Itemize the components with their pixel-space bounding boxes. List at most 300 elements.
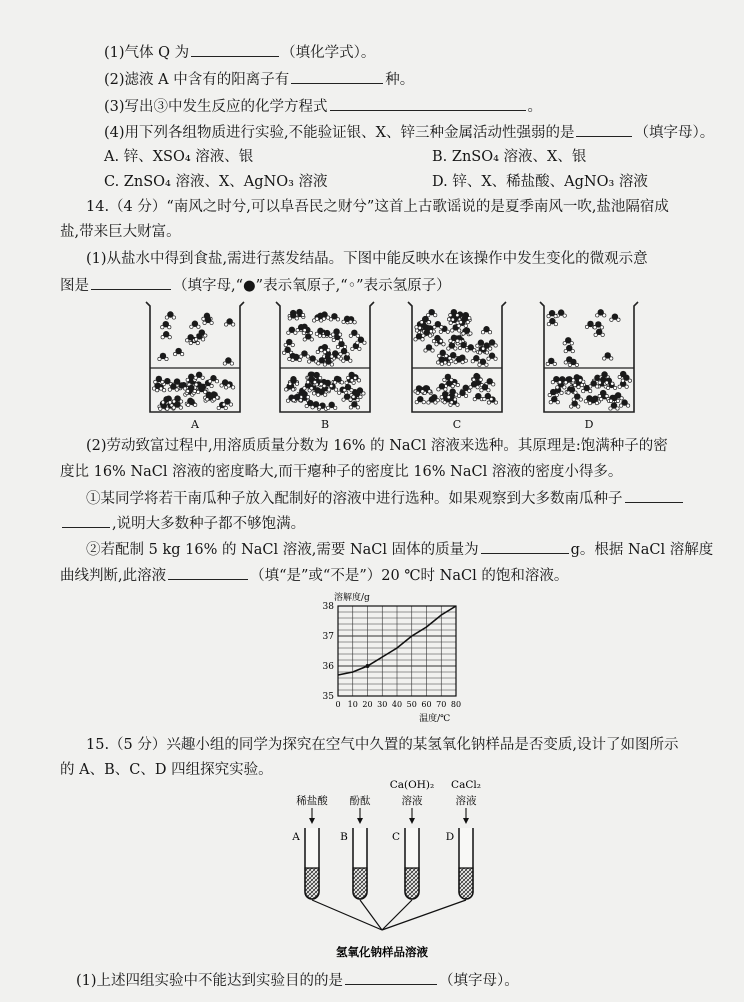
q14-sub2-item1-line2: ,说明大多数种子都不够饱满。 bbox=[60, 513, 305, 534]
hydrogen-atom bbox=[621, 379, 624, 382]
hydrogen-atom bbox=[340, 381, 343, 384]
water-molecule bbox=[609, 402, 619, 410]
hydrogen-atom bbox=[454, 347, 457, 350]
hydrogen-atom bbox=[440, 325, 443, 328]
water-molecule bbox=[339, 348, 349, 356]
hydrogen-atom bbox=[428, 390, 431, 393]
water-molecule bbox=[415, 396, 425, 404]
hydrogen-atom bbox=[628, 379, 631, 382]
beaker-b bbox=[276, 302, 374, 431]
hydrogen-atom bbox=[161, 380, 164, 383]
hydrogen-atom bbox=[356, 341, 359, 344]
hydrogen-atom bbox=[154, 380, 157, 383]
water-molecule bbox=[569, 400, 579, 408]
hydrogen-atom bbox=[231, 323, 234, 326]
hydrogen-atom bbox=[161, 325, 164, 328]
hydrogen-atom bbox=[447, 362, 450, 365]
water-molecule bbox=[165, 311, 175, 319]
reagent-name: CaCl₂ bbox=[451, 779, 481, 791]
nacl-solubility-chart bbox=[296, 584, 486, 724]
hydrogen-atom bbox=[440, 395, 443, 398]
beaker-label: C bbox=[452, 418, 462, 431]
hydrogen-atom bbox=[478, 363, 481, 366]
hydrogen-atom bbox=[421, 338, 424, 341]
water-molecule bbox=[224, 318, 234, 326]
data-point-20c bbox=[366, 664, 370, 668]
hydrogen-atom bbox=[449, 313, 452, 316]
hydrogen-atom bbox=[567, 391, 570, 394]
answer-blank[interactable] bbox=[625, 488, 683, 503]
hydrogen-atom bbox=[284, 343, 287, 346]
hydrogen-atom bbox=[180, 352, 183, 355]
hydrogen-atom bbox=[197, 325, 200, 328]
option-a: A. 锌、XSO₄ 溶液、银 bbox=[104, 149, 254, 165]
answer-blank[interactable] bbox=[481, 539, 569, 554]
hydrogen-atom bbox=[227, 384, 230, 387]
hydrogen-atom bbox=[168, 336, 171, 339]
hydrogen-atom bbox=[317, 362, 320, 365]
hydrogen-atom bbox=[490, 397, 493, 400]
water-molecule bbox=[473, 393, 483, 401]
water-molecule bbox=[563, 337, 573, 345]
hydrogen-atom bbox=[193, 403, 196, 406]
hydrogen-atom bbox=[556, 386, 559, 389]
hydrogen-atom bbox=[466, 320, 469, 323]
q13-part4: (4)用下列各组物质进行实验,不能验证银、X、锌三种金属活动性强弱的是 （填字母）。 bbox=[104, 122, 714, 143]
hydrogen-atom bbox=[427, 401, 430, 404]
hydrogen-atom bbox=[439, 330, 442, 333]
hydrogen-atom bbox=[564, 349, 567, 352]
hydrogen-atom bbox=[446, 330, 449, 333]
hydrogen-atom bbox=[453, 398, 456, 401]
hydrogen-atom bbox=[487, 401, 490, 404]
hydrogen-atom bbox=[563, 342, 566, 345]
x-tick-label: 70 bbox=[436, 700, 447, 709]
hydrogen-atom bbox=[476, 344, 479, 347]
hydrogen-atom bbox=[478, 351, 481, 354]
hydrogen-atom bbox=[459, 320, 462, 323]
hydrogen-atom bbox=[306, 355, 309, 358]
q14-sub2-item2-line2: 曲线判断,此溶液 （填“是”或“不是”）20 ℃时 NaCl 的饱和溶液。 bbox=[60, 565, 568, 586]
q14-sub1-line1: (1)从盐水中得到食盐,需进行蒸发结晶。下图中能反映水在该操作中发生变化的微观示意 bbox=[86, 251, 648, 267]
hydrogen-atom bbox=[296, 329, 299, 332]
reagent-name: Ca(OH)₂ bbox=[389, 779, 435, 791]
hydrogen-atom bbox=[418, 326, 421, 329]
hydrogen-atom bbox=[303, 338, 306, 341]
hydrogen-atom bbox=[595, 401, 598, 404]
hydrogen-atom bbox=[204, 334, 207, 337]
hydrogen-atom bbox=[464, 394, 467, 397]
q13-part2: (2)滤液 A 中含有的阳离子有 种。 bbox=[104, 69, 414, 90]
hydrogen-atom bbox=[168, 388, 171, 391]
water-molecule bbox=[588, 380, 598, 388]
answer-blank[interactable] bbox=[91, 275, 171, 290]
hydrogen-atom bbox=[494, 357, 497, 360]
hydrogen-atom bbox=[605, 394, 608, 397]
hydrogen-atom bbox=[434, 401, 437, 404]
hydrogen-atom bbox=[338, 333, 341, 336]
hydrogen-atom bbox=[611, 382, 614, 385]
water-molecule bbox=[194, 372, 204, 380]
hydrogen-atom bbox=[572, 398, 575, 401]
answer-blank[interactable] bbox=[345, 970, 437, 985]
hydrogen-atom bbox=[349, 334, 352, 337]
water-molecule bbox=[438, 350, 448, 358]
hydrogen-atom bbox=[437, 361, 440, 364]
liquid-sample bbox=[353, 868, 367, 899]
hydrogen-atom bbox=[421, 390, 424, 393]
hydrogen-atom bbox=[620, 397, 623, 400]
hydrogen-atom bbox=[230, 362, 233, 365]
liquid-sample bbox=[405, 868, 419, 899]
hydrogen-atom bbox=[596, 314, 599, 317]
hydrogen-atom bbox=[202, 317, 205, 320]
hydrogen-atom bbox=[492, 383, 495, 386]
hydrogen-atom bbox=[427, 313, 430, 316]
hydrogen-atom bbox=[362, 392, 365, 395]
hydrogen-atom bbox=[618, 385, 621, 388]
water-molecule bbox=[546, 358, 556, 366]
hydrogen-atom bbox=[546, 362, 549, 365]
arrow-head bbox=[463, 818, 469, 824]
hydrogen-atom bbox=[288, 357, 291, 360]
water-molecule bbox=[349, 401, 359, 409]
hydrogen-atom bbox=[571, 349, 574, 352]
arrow-head bbox=[357, 818, 363, 824]
hydrogen-atom bbox=[315, 317, 318, 320]
hydrogen-atom bbox=[201, 376, 204, 379]
test-tube-figure bbox=[270, 774, 500, 964]
hydrogen-atom bbox=[342, 359, 345, 362]
hydrogen-atom bbox=[485, 363, 488, 366]
water-molecule bbox=[327, 402, 337, 410]
q15-intro-line1: 15.（5 分）兴趣小组的同学为探究在空气中久置的某氢氧化钠样品是否变质,设计了如图所示 bbox=[86, 737, 679, 753]
hydrogen-atom bbox=[457, 324, 460, 327]
x-tick-label: 20 bbox=[362, 700, 373, 709]
q15-intro-line2: 的 A、B、C、D 四组探究实验。 bbox=[60, 762, 273, 778]
hydrogen-atom bbox=[554, 314, 557, 317]
q13-part1: (1)气体 Q 为 （填化学式）。 bbox=[104, 42, 375, 63]
hydrogen-atom bbox=[343, 388, 346, 391]
hydrogen-atom bbox=[458, 346, 461, 349]
hydrogen-atom bbox=[609, 407, 612, 410]
hydrogen-atom bbox=[172, 316, 175, 319]
hydrogen-atom bbox=[494, 401, 497, 404]
y-tick-label: 38 bbox=[322, 602, 334, 612]
hydrogen-atom bbox=[330, 363, 333, 366]
tube-label: D bbox=[445, 831, 455, 843]
hydrogen-atom bbox=[346, 376, 349, 379]
hydrogen-atom bbox=[415, 329, 418, 332]
hydrogen-atom bbox=[356, 406, 359, 409]
hydrogen-atom bbox=[320, 348, 323, 351]
hydrogen-atom bbox=[473, 349, 476, 352]
water-molecule bbox=[329, 313, 339, 321]
hydrogen-atom bbox=[558, 380, 561, 383]
hydrogen-atom bbox=[208, 380, 211, 383]
hydrogen-atom bbox=[450, 378, 453, 381]
hydrogen-atom bbox=[312, 392, 315, 395]
hydrogen-atom bbox=[585, 325, 588, 328]
q14-sub2-item2-line1: ②若配制 5 kg 16% 的 NaCl 溶液,需要 NaCl 固体的质量为 g。根据 NaCl 溶解度 bbox=[86, 539, 713, 560]
hydrogen-atom bbox=[595, 385, 598, 388]
water-molecule bbox=[161, 331, 171, 339]
hydrogen-atom bbox=[349, 320, 352, 323]
q14-sub1-line2: 图是 （填字母,“●”表示氧原子,“◦”表示氢原子） bbox=[60, 275, 451, 296]
hydrogen-atom bbox=[196, 341, 199, 344]
hydrogen-atom bbox=[579, 379, 582, 382]
water-molecule bbox=[549, 396, 559, 404]
water-molecule bbox=[433, 321, 443, 329]
sample-label: 氢氧化钠样品溶液 bbox=[336, 945, 428, 959]
hydrogen-atom bbox=[351, 347, 354, 350]
hydrogen-atom bbox=[292, 398, 295, 401]
hydrogen-atom bbox=[339, 352, 342, 355]
hydrogen-atom bbox=[165, 357, 168, 360]
hydrogen-atom bbox=[456, 403, 459, 406]
hydrogen-atom bbox=[442, 343, 445, 346]
hydrogen-atom bbox=[451, 384, 454, 387]
hydrogen-atom bbox=[352, 395, 355, 398]
reagent-name: 酚酞 bbox=[349, 795, 371, 807]
hydrogen-atom bbox=[194, 338, 197, 341]
hydrogen-atom bbox=[353, 321, 356, 324]
hydrogen-atom bbox=[210, 384, 213, 387]
pointer-line bbox=[382, 900, 412, 930]
hydrogen-atom bbox=[349, 359, 352, 362]
hydrogen-atom bbox=[224, 406, 227, 409]
hydrogen-atom bbox=[450, 401, 453, 404]
hydrogen-atom bbox=[603, 357, 606, 360]
q15-sub1: (1)上述四组实验中不能达到实验目的的是 （填字母）。 bbox=[76, 970, 519, 991]
hydrogen-atom bbox=[481, 331, 484, 334]
hydrogen-atom bbox=[206, 398, 209, 401]
hydrogen-atom bbox=[307, 360, 310, 363]
hydrogen-atom bbox=[610, 357, 613, 360]
water-molecule bbox=[424, 344, 434, 352]
x-axis-label: 温度/℃ bbox=[419, 714, 451, 724]
hydrogen-atom bbox=[195, 383, 198, 386]
beaker-label: A bbox=[191, 418, 199, 431]
hydrogen-atom bbox=[438, 354, 441, 357]
hydrogen-atom bbox=[311, 406, 314, 409]
tube-label: B bbox=[340, 831, 348, 843]
hydrogen-atom bbox=[322, 317, 325, 320]
hydrogen-atom bbox=[581, 389, 584, 392]
answer-blank[interactable] bbox=[330, 96, 526, 111]
hydrogen-atom bbox=[215, 380, 218, 383]
water-molecule bbox=[447, 342, 457, 350]
hydrogen-atom bbox=[310, 338, 313, 341]
hydrogen-atom bbox=[168, 325, 171, 328]
q14-sub2-line1: (2)劳动致富过程中,用溶质质量分数为 16% 的 NaCl 溶液来选种。其原理是:饱满种子的密 bbox=[86, 438, 668, 454]
hydrogen-atom bbox=[356, 398, 359, 401]
hydrogen-atom bbox=[185, 339, 188, 342]
hydrogen-atom bbox=[584, 400, 587, 403]
hydrogen-atom bbox=[576, 405, 579, 408]
hydrogen-atom bbox=[179, 406, 182, 409]
hydrogen-atom bbox=[415, 326, 418, 329]
hydrogen-atom bbox=[598, 381, 601, 384]
hydrogen-atom bbox=[339, 338, 342, 341]
water-molecule bbox=[481, 326, 491, 334]
hydrogen-atom bbox=[443, 378, 446, 381]
hydrogen-atom bbox=[323, 393, 326, 396]
hydrogen-atom bbox=[575, 363, 578, 366]
hydrogen-atom bbox=[488, 331, 491, 334]
hydrogen-atom bbox=[449, 321, 452, 324]
x-tick-label: 30 bbox=[377, 700, 388, 709]
answer-blank[interactable] bbox=[291, 69, 383, 84]
hydrogen-atom bbox=[330, 384, 333, 387]
hydrogen-atom bbox=[454, 360, 457, 363]
hydrogen-atom bbox=[445, 354, 448, 357]
hydrogen-atom bbox=[473, 397, 476, 400]
hydrogen-atom bbox=[336, 318, 339, 321]
hydrogen-atom bbox=[415, 400, 418, 403]
y-tick-label: 35 bbox=[322, 692, 334, 702]
hydrogen-atom bbox=[172, 406, 175, 409]
hydrogen-atom bbox=[217, 406, 220, 409]
hydrogen-atom bbox=[488, 347, 491, 350]
hydrogen-atom bbox=[479, 378, 482, 381]
hydrogen-atom bbox=[332, 338, 335, 341]
answer-blank[interactable] bbox=[576, 122, 632, 137]
pointer-line bbox=[382, 900, 466, 930]
hydrogen-atom bbox=[494, 344, 497, 347]
water-molecule bbox=[547, 318, 557, 326]
y-axis-label: 溶解度/g bbox=[334, 593, 370, 603]
hydrogen-atom bbox=[345, 381, 348, 384]
liquid-sample bbox=[305, 868, 319, 899]
tube-label: A bbox=[292, 831, 300, 843]
hydrogen-atom bbox=[449, 339, 452, 342]
hydrogen-atom bbox=[443, 401, 446, 404]
test-tube-c bbox=[390, 779, 434, 899]
hydrogen-atom bbox=[327, 388, 330, 391]
hydrogen-atom bbox=[625, 385, 628, 388]
hydrogen-atom bbox=[447, 395, 450, 398]
hydrogen-atom bbox=[358, 347, 361, 350]
hydrogen-atom bbox=[175, 388, 178, 391]
hydrogen-atom bbox=[303, 329, 306, 332]
hydrogen-atom bbox=[310, 387, 313, 390]
beaker-d bbox=[540, 302, 638, 431]
hydrogen-atom bbox=[616, 407, 619, 410]
hydrogen-atom bbox=[577, 385, 580, 388]
hydrogen-atom bbox=[193, 389, 196, 392]
hydrogen-atom bbox=[414, 338, 417, 341]
hydrogen-atom bbox=[618, 375, 621, 378]
hydrogen-atom bbox=[448, 356, 451, 359]
hydrogen-atom bbox=[282, 351, 285, 354]
hydrogen-atom bbox=[353, 376, 356, 379]
hydrogen-atom bbox=[580, 383, 583, 386]
hydrogen-atom bbox=[564, 381, 567, 384]
x-tick-label: 50 bbox=[406, 700, 417, 709]
arrow-head bbox=[409, 818, 415, 824]
q14-intro-line1: 14.（4 分）“南风之时兮,可以阜吾民之财兮”这首上古歌谣说的是夏季南风一吹,盐池隔宿成 bbox=[86, 199, 669, 215]
hydrogen-atom bbox=[605, 381, 608, 384]
hydrogen-atom bbox=[323, 350, 326, 353]
hydrogen-atom bbox=[487, 389, 490, 392]
hydrogen-atom bbox=[432, 339, 435, 342]
hydrogen-atom bbox=[334, 406, 337, 409]
hydrogen-atom bbox=[334, 388, 337, 391]
beaker-label: D bbox=[584, 418, 594, 431]
answer-blank[interactable] bbox=[62, 513, 110, 528]
hydrogen-atom bbox=[422, 334, 425, 337]
hydrogen-atom bbox=[342, 398, 345, 401]
hydrogen-atom bbox=[322, 334, 325, 337]
hydrogen-atom bbox=[598, 394, 601, 397]
hydrogen-atom bbox=[173, 352, 176, 355]
hydrogen-atom bbox=[213, 398, 216, 401]
water-molecule bbox=[594, 329, 604, 337]
hydrogen-atom bbox=[564, 361, 567, 364]
water-molecule bbox=[190, 321, 200, 329]
hydrogen-atom bbox=[601, 333, 604, 336]
hydrogen-atom bbox=[327, 406, 330, 409]
hydrogen-atom bbox=[609, 399, 612, 402]
hydrogen-atom bbox=[476, 386, 479, 389]
hydrogen-atom bbox=[626, 404, 629, 407]
hydrogen-atom bbox=[469, 332, 472, 335]
hydrogen-atom bbox=[431, 349, 434, 352]
hydrogen-atom bbox=[168, 401, 171, 404]
hydrogen-atom bbox=[462, 332, 465, 335]
hydrogen-atom bbox=[186, 378, 189, 381]
hydrogen-atom bbox=[480, 389, 483, 392]
hydrogen-atom bbox=[298, 358, 301, 361]
hydrogen-atom bbox=[306, 380, 309, 383]
hydrogen-atom bbox=[291, 388, 294, 391]
hydrogen-atom bbox=[427, 320, 430, 323]
hydrogen-atom bbox=[457, 329, 460, 332]
hydrogen-atom bbox=[456, 313, 459, 316]
test-tube-d bbox=[446, 779, 481, 899]
hydrogen-atom bbox=[288, 317, 291, 320]
hydrogen-atom bbox=[416, 391, 419, 394]
hydrogen-atom bbox=[603, 314, 606, 317]
hydrogen-atom bbox=[572, 379, 575, 382]
water-molecule bbox=[284, 339, 294, 347]
water-molecule bbox=[299, 350, 309, 358]
hydrogen-atom bbox=[568, 363, 571, 366]
hydrogen-atom bbox=[485, 351, 488, 354]
water-molecule bbox=[564, 345, 574, 353]
hydrogen-atom bbox=[574, 391, 577, 394]
hydrogen-atom bbox=[469, 386, 472, 389]
hydrogen-atom bbox=[606, 386, 609, 389]
answer-blank[interactable] bbox=[191, 42, 279, 57]
water-molecule bbox=[173, 348, 183, 356]
hydrogen-atom bbox=[196, 390, 199, 393]
reagent-name: 稀盐酸 bbox=[296, 795, 328, 807]
hydrogen-atom bbox=[551, 380, 554, 383]
hydrogen-atom bbox=[450, 329, 453, 332]
hydrogen-atom bbox=[183, 387, 186, 390]
hydrogen-atom bbox=[210, 321, 213, 324]
hydrogen-atom bbox=[295, 382, 298, 385]
hydrogen-atom bbox=[224, 323, 227, 326]
hydrogen-atom bbox=[315, 332, 318, 335]
answer-blank[interactable] bbox=[168, 565, 248, 580]
hydrogen-atom bbox=[440, 362, 443, 365]
water-molecule bbox=[208, 375, 218, 383]
water-molecule bbox=[610, 313, 620, 321]
hydrogen-atom bbox=[159, 387, 162, 390]
